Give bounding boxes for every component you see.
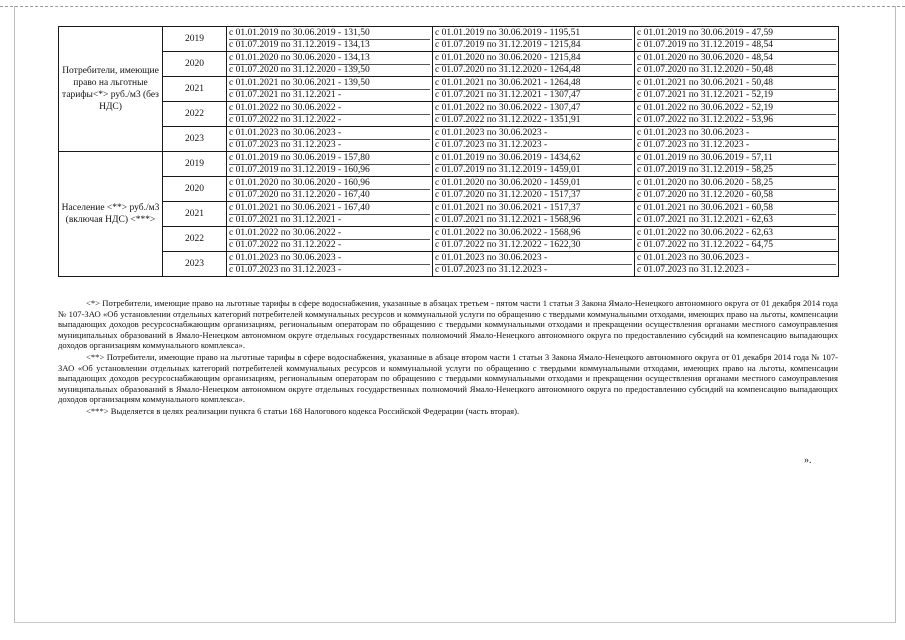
table-row: [59, 77, 839, 102]
tariff-period-line: с 01.01.2020 по 30.06.2020 - 1215,84: [435, 53, 632, 65]
tariff-period-line: с 01.07.2021 по 31.12.2021 - 62,63: [637, 214, 773, 225]
tariff-period-line: с 01.01.2023 по 30.06.2023 -: [229, 128, 430, 140]
tariff-period-line: с 01.01.2022 по 30.06.2022 - 1307,47: [435, 103, 632, 115]
tariff-period-line: с 01.01.2019 по 30.06.2019 - 1434,62: [435, 153, 632, 165]
tariff-period-line: с 01.07.2022 по 31.12.2022 - 1622,30: [435, 239, 581, 250]
tariff-cell: [227, 127, 433, 152]
tariff-period-line: с 01.01.2019 по 30.06.2019 - 47,59: [637, 28, 836, 40]
tariff-cell: [635, 227, 839, 252]
tariff-period-line: с 01.01.2021 по 30.06.2021 - 139,50: [229, 78, 430, 90]
tariff-period-line: с 01.07.2021 по 31.12.2021 -: [229, 89, 342, 100]
year-cell: 2019: [163, 27, 227, 52]
tariff-cell: [227, 77, 433, 102]
category-cell: Население <**> руб./м3 (включая НДС) <***>: [59, 152, 163, 277]
tariff-period-line: с 01.07.2020 по 31.12.2020 - 139,50: [229, 64, 370, 75]
tariff-table: [58, 26, 839, 277]
tariff-period-line: с 01.07.2021 по 31.12.2021 - 1568,96: [435, 214, 581, 225]
tariff-period-line: с 01.01.2022 по 30.06.2022 -: [229, 103, 430, 115]
tariff-cell: [227, 252, 433, 277]
tariff-period-line: с 01.07.2019 по 31.12.2019 - 58,25: [637, 164, 773, 175]
year-cell: 2023: [163, 252, 227, 277]
year-cell: 2021: [163, 77, 227, 102]
year-cell: 2020: [163, 52, 227, 77]
tariff-period-line: с 01.07.2019 по 31.12.2019 - 48,54: [637, 39, 773, 50]
year-cell: 2022: [163, 102, 227, 127]
tariff-period-line: с 01.07.2020 по 31.12.2020 - 1517,37: [435, 189, 581, 200]
tariff-period-line: с 01.01.2022 по 30.06.2022 - 52,19: [637, 103, 836, 115]
tariff-period-line: с 01.01.2023 по 30.06.2023 -: [229, 253, 430, 265]
tariff-cell: [433, 27, 635, 52]
tariff-cell: [635, 152, 839, 177]
tariff-cell: [227, 52, 433, 77]
footnote-2: <**> Потребители, имеющие право на льготные тарифы в сфере водоснабжения, указанные в абзаце втором части 1 статьи 3 Закона Ямало-Ненецкого автономного округа от 01 декабря 2014 года № 107-ЗАО «Об установлении отдельных категорий потребителей коммунальных ресурсов и коммунальной услуги по обращению с твердыми коммунальными отходами, имеющих право на льготы, компенсации выпадающих доходов ресурсоснабжающим организациям, региональным операторам по обращению с твердыми коммунальными отходами и прекращении осуществления органами местного самоуправления муниципальных образований в Ямало-Ненецком автономном округе отдельных государственных полномочий Ямало-Ненецкого автономного округа по предоставлению субсидий на компенсацию выпадающих доходов организациям коммунального комплекса».: [58, 351, 838, 405]
tariff-cell: [635, 177, 839, 202]
tariff-cell: [227, 177, 433, 202]
footnote-1: <*> Потребители, имеющие право на льготные тарифы в сфере водоснабжения, указанные в абзацах третьем - пятом части 1 статьи 3 Закона Ямало-Ненецкого автономного округа от 01 декабря 2014 года № 107-ЗАО «Об установлении отдельных категорий потребителей коммунальных ресурсов и коммунальной услуги по обращению с твердыми коммунальными отходами, имеющих право на льготы, компенсации выпадающих доходов ресурсоснабжающим организациям, региональным операторам по обращению с твердыми коммунальными отходами и прекращении осуществления органами местного самоуправления муниципальных образований в Ямало-Ненецком автономном округе отдельных государственных полномочий Ямало-Ненецкого автономного округа по предоставлению субсидий на компенсацию выпадающих доходов организациям коммунального комплекса».: [58, 298, 838, 351]
tariff-cell: [635, 252, 839, 277]
tariff-cell: [433, 152, 635, 177]
tariff-period-line: с 01.01.2023 по 30.06.2023 -: [435, 128, 632, 140]
tariff-period-line: с 01.07.2023 по 31.12.2023 -: [435, 139, 548, 150]
tariff-period-line: с 01.01.2019 по 30.06.2019 - 131,50: [229, 28, 430, 40]
tariff-cell: [635, 127, 839, 152]
tariff-cell: [227, 152, 433, 177]
tariff-period-line: с 01.07.2022 по 31.12.2022 -: [229, 114, 342, 125]
tariff-cell: [433, 52, 635, 77]
tariff-period-line: с 01.07.2023 по 31.12.2023 -: [435, 264, 548, 275]
tariff-period-line: с 01.07.2023 по 31.12.2023 -: [637, 264, 750, 275]
tariff-period-line: с 01.01.2020 по 30.06.2020 - 1459,01: [435, 178, 632, 190]
tariff-period-line: с 01.01.2019 по 30.06.2019 - 157,80: [229, 153, 430, 165]
table-row: [59, 27, 839, 52]
tariff-cell: [433, 102, 635, 127]
tariff-period-line: с 01.07.2020 по 31.12.2020 - 50,48: [637, 64, 773, 75]
table-row: [59, 177, 839, 202]
tariff-period-line: с 01.07.2019 по 31.12.2019 - 1215,84: [435, 39, 581, 50]
tariff-period-line: с 01.01.2021 по 30.06.2021 - 1517,37: [435, 203, 632, 215]
tariff-period-line: с 01.01.2023 по 30.06.2023 -: [637, 253, 836, 265]
category-cell: Потребители, имеющие право на льготные тарифы<*> руб./м3 (без НДС): [59, 27, 163, 152]
tariff-cell: [227, 102, 433, 127]
tariff-cell: [433, 77, 635, 102]
table-row: [59, 102, 839, 127]
tariff-cell: [227, 227, 433, 252]
tariff-period-line: с 01.01.2020 по 30.06.2020 - 160,96: [229, 178, 430, 190]
year-cell: 2019: [163, 152, 227, 177]
tariff-cell: [635, 102, 839, 127]
tariff-period-line: с 01.07.2021 по 31.12.2021 -: [229, 214, 342, 225]
tariff-period-line: с 01.07.2020 по 31.12.2020 - 167,40: [229, 189, 370, 200]
tariff-period-line: с 01.07.2021 по 31.12.2021 - 52,19: [637, 89, 773, 100]
tariff-cell: [227, 27, 433, 52]
tariff-period-line: с 01.01.2020 по 30.06.2020 - 134,13: [229, 53, 430, 65]
tariff-period-line: с 01.07.2023 по 31.12.2023 -: [637, 139, 750, 150]
tariff-period-line: с 01.07.2019 по 31.12.2019 - 160,96: [229, 164, 370, 175]
tariff-period-line: с 01.01.2020 по 30.06.2020 - 58,25: [637, 178, 836, 190]
tariff-period-line: с 01.07.2022 по 31.12.2022 - 64,75: [637, 239, 773, 250]
tariff-period-line: с 01.01.2023 по 30.06.2023 -: [637, 128, 836, 140]
year-cell: 2020: [163, 177, 227, 202]
tariff-period-line: с 01.07.2022 по 31.12.2022 - 1351,91: [435, 114, 581, 125]
tariff-period-line: с 01.07.2020 по 31.12.2020 - 60,58: [637, 189, 773, 200]
tariff-cell: [635, 52, 839, 77]
tariff-cell: [635, 27, 839, 52]
tariff-period-line: с 01.07.2021 по 31.12.2021 - 1307,47: [435, 89, 581, 100]
tariff-period-line: с 01.01.2020 по 30.06.2020 - 48,54: [637, 53, 836, 65]
footnotes: [58, 298, 838, 418]
table-row: [59, 202, 839, 227]
tariff-cell: [227, 202, 433, 227]
tariff-period-line: с 01.07.2020 по 31.12.2020 - 1264,48: [435, 64, 581, 75]
tariff-period-line: с 01.01.2019 по 30.06.2019 - 1195,51: [435, 28, 632, 40]
tariff-period-line: с 01.07.2022 по 31.12.2022 - 53,96: [637, 114, 773, 125]
table-row: [59, 152, 839, 177]
tariff-period-line: с 01.01.2022 по 30.06.2022 -: [229, 228, 430, 240]
tariff-cell: [433, 227, 635, 252]
tariff-period-line: с 01.07.2023 по 31.12.2023 -: [229, 139, 342, 150]
tariff-cell: [433, 177, 635, 202]
year-cell: 2021: [163, 202, 227, 227]
tariff-period-line: с 01.07.2023 по 31.12.2023 -: [229, 264, 342, 275]
tariff-period-line: с 01.01.2019 по 30.06.2019 - 57,11: [637, 153, 836, 165]
tariff-period-line: с 01.01.2021 по 30.06.2021 - 50,48: [637, 78, 836, 90]
tariff-period-line: с 01.01.2021 по 30.06.2021 - 60,58: [637, 203, 836, 215]
tariff-period-line: с 01.01.2022 по 30.06.2022 - 62,63: [637, 228, 836, 240]
tariff-cell: [635, 77, 839, 102]
tariff-cell: [433, 252, 635, 277]
tariff-period-line: с 01.07.2019 по 31.12.2019 - 134,13: [229, 39, 370, 50]
tariff-cell: [433, 202, 635, 227]
year-cell: 2023: [163, 127, 227, 152]
table-row: [59, 52, 839, 77]
table-row: [59, 227, 839, 252]
closing-quote: ».: [804, 455, 812, 466]
tariff-cell: [433, 127, 635, 152]
table-row: [59, 127, 839, 152]
year-cell: 2022: [163, 227, 227, 252]
footnote-3: <***> Выделяется в целях реализации пункта 6 статьи 168 Налогового кодекса Российской Федерации (часть вторая).: [86, 405, 520, 416]
tariff-period-line: с 01.07.2022 по 31.12.2022 -: [229, 239, 342, 250]
tariff-period-line: с 01.01.2022 по 30.06.2022 - 1568,96: [435, 228, 632, 240]
tariff-period-line: с 01.07.2019 по 31.12.2019 - 1459,01: [435, 164, 581, 175]
tariff-period-line: с 01.01.2021 по 30.06.2021 - 167,40: [229, 203, 430, 215]
table-row: [59, 252, 839, 277]
tariff-period-line: с 01.01.2023 по 30.06.2023 -: [435, 253, 632, 265]
tariff-cell: [635, 202, 839, 227]
tariff-period-line: с 01.01.2021 по 30.06.2021 - 1264,48: [435, 78, 632, 90]
